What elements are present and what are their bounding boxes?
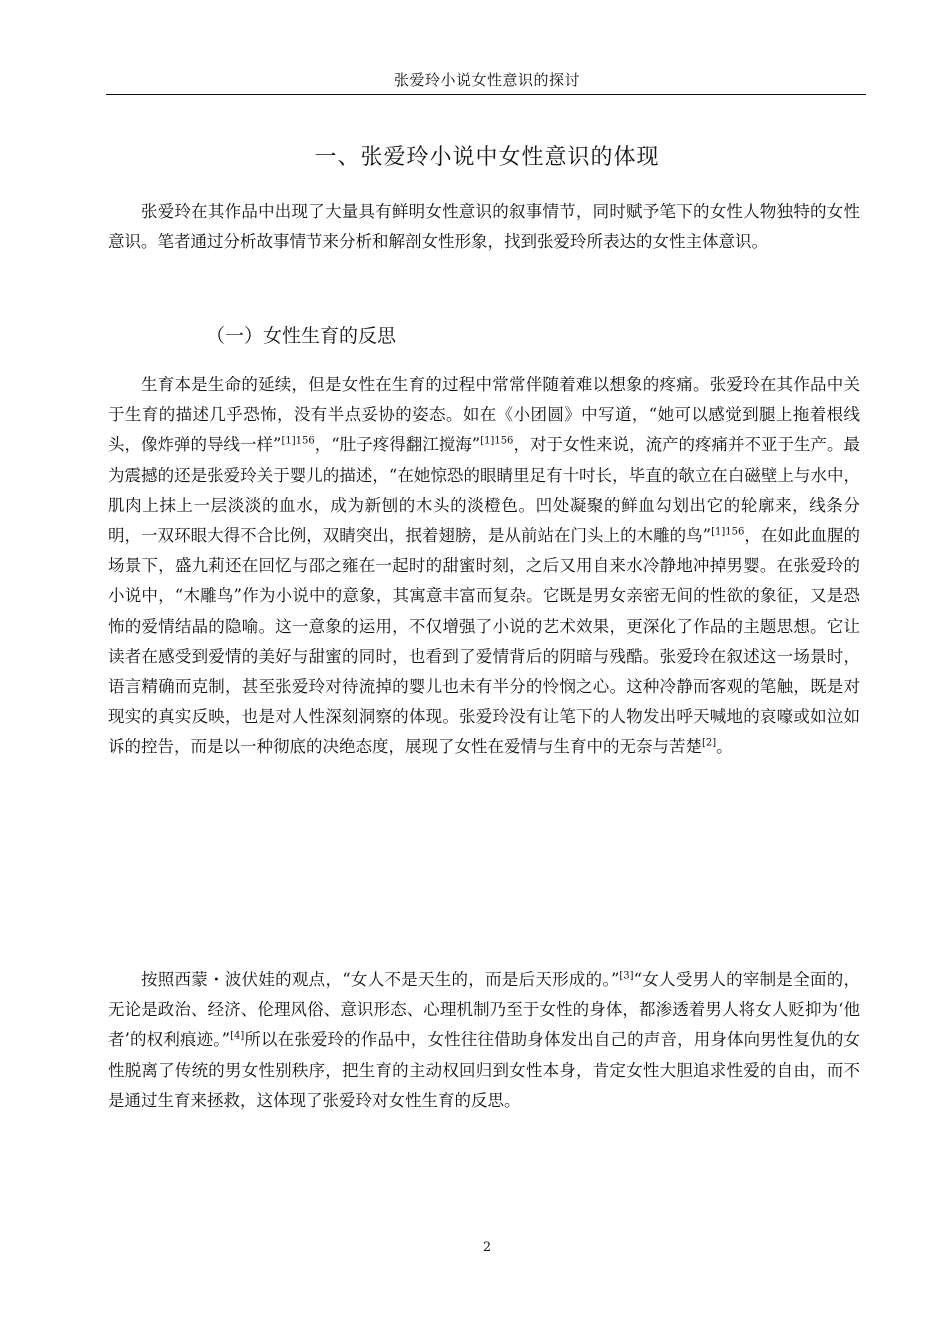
section-title: 一、张爱玲小说中女性意识的体现 bbox=[314, 145, 660, 170]
citation-1-156: [1]156 bbox=[281, 435, 315, 447]
beauvoir-paragraph bbox=[108, 965, 860, 1116]
birth-paragraph bbox=[108, 370, 860, 763]
page-number: 2 bbox=[482, 1240, 492, 1255]
citation-1-156-third: [1]156 bbox=[711, 526, 745, 538]
birth-text-2: ，“肚子疼得翻江搅海” bbox=[314, 435, 481, 455]
birth-text-4: ，在如此血腥的场景下，盛九莉还在回忆与邵之雍在一起时的甜蜜时刻，之后又用自来水冷静地冲掉男婴。在张爱玲的小说中，“木雕鸟”作为小说中的意象，其寓意丰富而复杂。它既是男女亲密无间的性欲的象征，又是恐怖的爱情结晶的隐喻。这一意象的运用，不仅增强了小说的艺术效果，更深化了作品的主题思想。它让读者在感受到爱情的美好与甜蜜的同时，也看到了爱情背后的阴暗与残酷。张爱玲在叙述这一场景时，语言精确而克制，甚至张爱玲对待流掉的婴儿也未有半分的怜悯之心。这种冷静而客观的笔触，既是对现实的真实反映，也是对人性深刻洞察的体现。张爱玲没有让笔下的人物发出呼天喊地的哀嚎或如泣如诉的控告，而是以一种彻底的决绝态度，展现了女性在爱情与生育中的无奈与苦楚 bbox=[108, 526, 861, 757]
citation-3: [3] bbox=[619, 970, 634, 982]
birth-text-1: 生育本是生命的延续，但是女性在生育的过程中常常伴随着难以想象的疼痛。张爱玲在其作品中关于生育的描述几乎恐怖，没有半点妥协的姿态。如在《小团圆》中写道，“她可以感觉到腿上拖着根线头，像炸弹的导线一样” bbox=[108, 375, 860, 455]
citation-1-156-second: [1]156 bbox=[480, 435, 514, 447]
beauvoir-text-3: 所以在张爱玲的作品中，女性往往借助身体发出自己的声音，用身体向男性复仇的女性脱离了传统的男女性别秩序，把生育的主动权回归到女性本身，肯定女性大胆追求性爱的自由，而不是通过生育来拯救，这体现了张爱玲对女性生育的反思。 bbox=[108, 1030, 861, 1110]
birth-text-3: ，对于女性来说，流产的疼痛并不亚于生产。最为震撼的还是张爱玲关于婴儿的描述，“在她惊恐的眼睛里足有十吋长，毕直的欹立在白磁壁上与水中，肌肉上抹上一层淡淡的血水，成为新刨的木头的淡橙色。凹处凝聚的鲜血勾划出它的轮廓来，线条分明，一双环眼大得不合比例，双睛突出，抿着翅膀，是从前站在门头上的木雕的鸟” bbox=[108, 435, 861, 546]
beauvoir-text-2: “女人受男人的宰制是全面的，无论是政治、经济、伦理风俗、意识形态、心理机制乃至于女性的身体，都渗透着男人将女人贬抑为‘他者’的权利痕迹。” bbox=[108, 970, 861, 1050]
beauvoir-text-1: 按照西蒙・波伏娃的观点，“女人不是天生的，而是后天形成的。” bbox=[141, 970, 620, 989]
running-header: 张爱玲小说女性意识的探讨 bbox=[393, 71, 580, 89]
intro-paragraph: 张爱玲在其作品中出现了大量具有鲜明女性意识的叙事情节，同时赋予笔下的女性人物独特的女性意识。笔者通过分析故事情节来分析和解剖女性形象，找到张爱玲所表达的女性主体意识。 bbox=[108, 202, 860, 252]
subsection-title: （一）女性生育的反思 bbox=[206, 325, 397, 347]
header-rule bbox=[106, 94, 866, 95]
citation-4: [4] bbox=[230, 1030, 245, 1042]
birth-text-5: 。 bbox=[716, 737, 733, 757]
citation-2: [2] bbox=[702, 737, 717, 749]
